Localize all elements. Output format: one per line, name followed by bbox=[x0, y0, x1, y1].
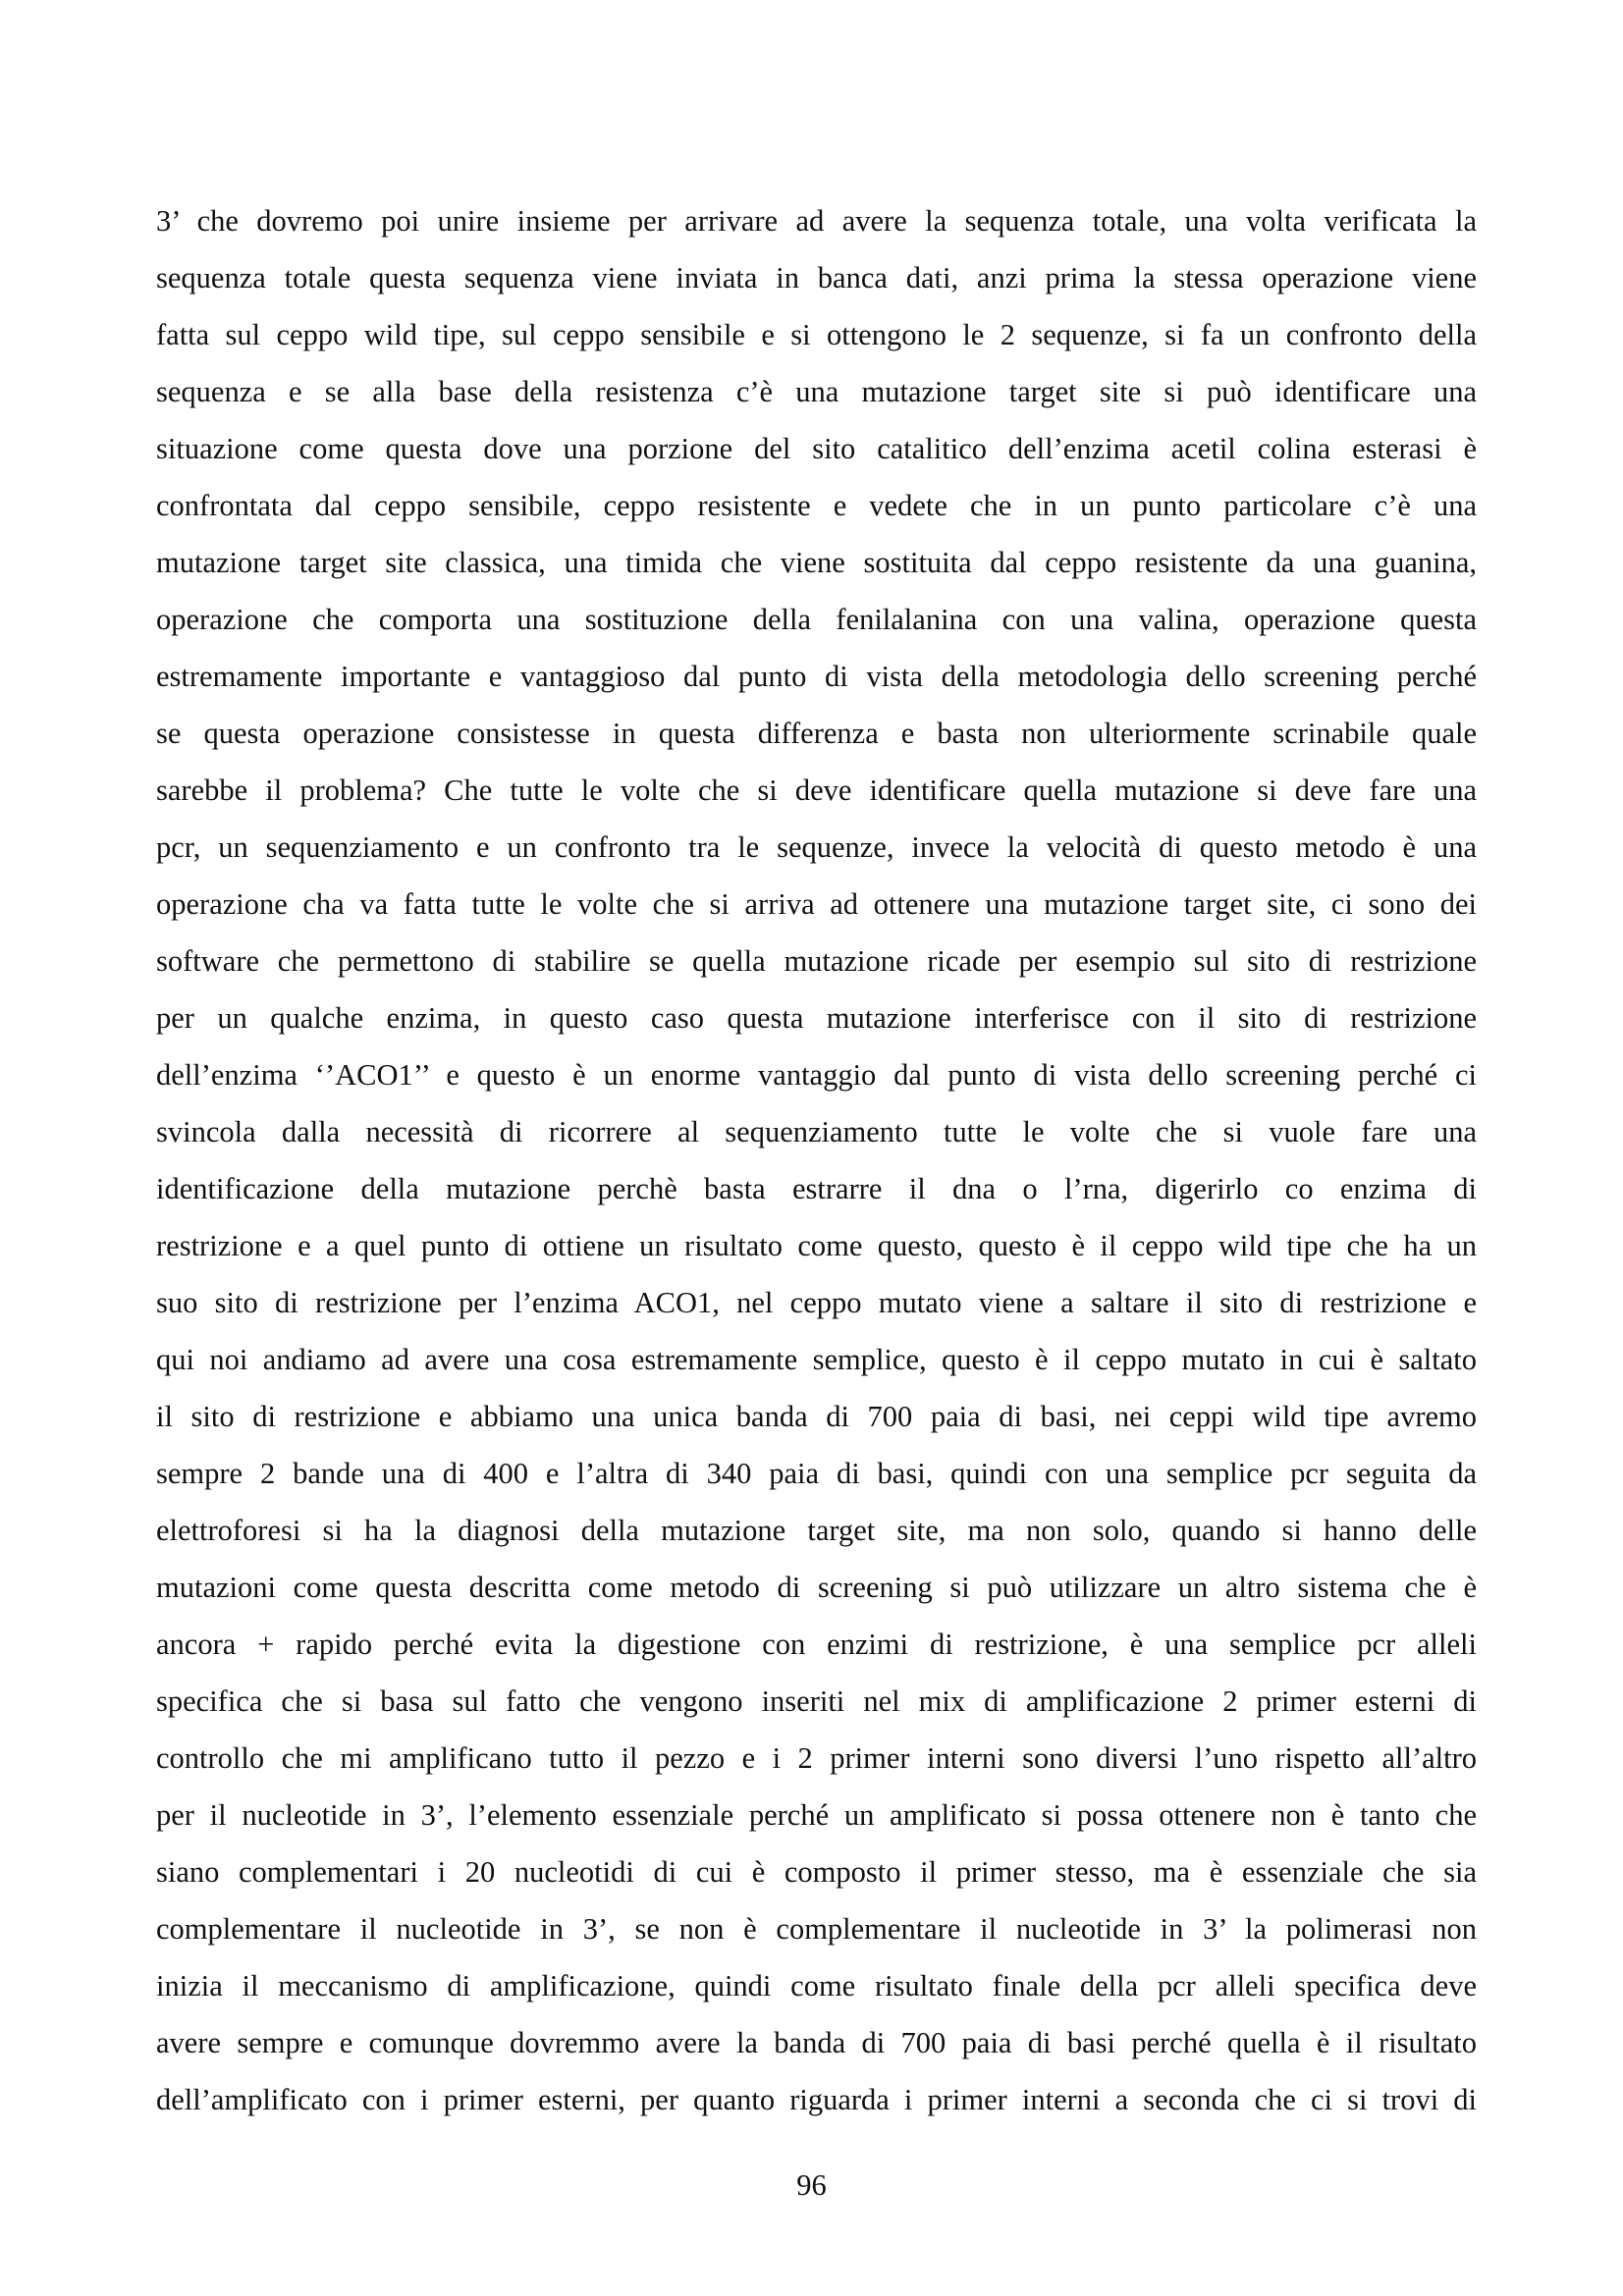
text-line: dell’enzima ‘’ACO1’’ e questo è un enorme vantaggio dal punto di vista dello screening perché ci bbox=[156, 1058, 1477, 1092]
text-line: mutazioni come questa descritta come metodo di screening si può utilizzare un altro sistema che è bbox=[156, 1571, 1477, 1604]
text-line: operazione cha va fatta tutte le volte che si arriva ad ottenere una mutazione target site, ci sono dei bbox=[156, 887, 1477, 921]
text-line: sequenza totale questa sequenza viene inviata in banca dati, anzi prima la stessa operazione viene bbox=[156, 261, 1477, 294]
text-line: fatta sul ceppo wild tipe, sul ceppo sensibile e si ottengono le 2 sequenze, si fa un confronto della bbox=[156, 318, 1477, 351]
text-line: identificazione della mutazione perchè basta estrarre il dna o l’rna, digerirlo co enzima di bbox=[156, 1172, 1477, 1205]
text-line: siano complementari i 20 nucleotidi di cui è composto il primer stesso, ma è essenziale che sia bbox=[156, 1855, 1477, 1889]
text-line: inizia il meccanismo di amplificazione, quindi come risultato finale della pcr alleli specifica deve bbox=[156, 1969, 1477, 2002]
text-line: specifica che si basa sul fatto che vengono inseriti nel mix di amplificazione 2 primer esterni di bbox=[156, 1684, 1477, 1718]
text-line: operazione che comporta una sostituzione della fenilalanina con una valina, operazione questa bbox=[156, 603, 1477, 636]
text-line: 3’ che dovremo poi unire insieme per arrivare ad avere la sequenza totale, una volta verificata la bbox=[156, 204, 1477, 238]
text-line: sarebbe il problema? Che tutte le volte che si deve identificare quella mutazione si deve fare una bbox=[156, 774, 1477, 807]
text-line: software che permettono di stabilire se quella mutazione ricade per esempio sul sito di restrizione bbox=[156, 944, 1477, 978]
text-line: se questa operazione consistesse in questa differenza e basta non ulteriormente scrinabile quale bbox=[156, 717, 1477, 750]
text-line: sempre 2 bande una di 400 e l’altra di 340 paia di basi, quindi con una semplice pcr seguita da bbox=[156, 1457, 1477, 1490]
body-text bbox=[156, 192, 1477, 2128]
text-line: svincola dalla necessità di ricorrere al sequenziamento tutte le volte che si vuole fare una bbox=[156, 1115, 1477, 1148]
text-line: dell’amplificato con i primer esterni, per quanto riguarda i primer interni a seconda che ci si trovi di bbox=[156, 2083, 1477, 2116]
text-line: suo sito di restrizione per l’enzima ACO1, nel ceppo mutato viene a saltare il sito di restrizione e bbox=[156, 1286, 1477, 1319]
text-line: pcr, un sequenziamento e un confronto tra le sequenze, invece la velocità di questo metodo è una bbox=[156, 830, 1477, 864]
text-line: confrontata dal ceppo sensibile, ceppo resistente e vedete che in un punto particolare c’è una bbox=[156, 489, 1477, 522]
text-line: avere sempre e comunque dovremmo avere la banda di 700 paia di basi perché quella è il risultato bbox=[156, 2026, 1477, 2059]
text-line: controllo che mi amplificano tutto il pezzo e i 2 primer interni sono diversi l’uno rispetto all’altro bbox=[156, 1741, 1477, 1775]
text-line: elettroforesi si ha la diagnosi della mutazione target site, ma non solo, quando si hanno delle bbox=[156, 1514, 1477, 1547]
text-line: per il nucleotide in 3’, l’elemento essenziale perché un amplificato si possa ottenere non è tanto che bbox=[156, 1798, 1477, 1832]
text-line: situazione come questa dove una porzione del sito catalitico dell’enzima acetil colina esterasi è bbox=[156, 432, 1477, 465]
text-line: per un qualche enzima, in questo caso questa mutazione interferisce con il sito di restrizione bbox=[156, 1001, 1477, 1035]
text-line: il sito di restrizione e abbiamo una unica banda di 700 paia di basi, nei ceppi wild tipe avremo bbox=[156, 1400, 1477, 1433]
page-number: 96 bbox=[796, 2168, 827, 2202]
text-line: ancora + rapido perché evita la digestione con enzimi di restrizione, è una semplice pcr alleli bbox=[156, 1628, 1477, 1661]
text-line: mutazione target site classica, una timida che viene sostituita dal ceppo resistente da una guanina, bbox=[156, 546, 1477, 579]
text-line: estremamente importante e vantaggioso dal punto di vista della metodologia dello screening perché bbox=[156, 660, 1477, 693]
text-line: qui noi andiamo ad avere una cosa estremamente semplice, questo è il ceppo mutato in cui è saltato bbox=[156, 1343, 1477, 1376]
text-line: complementare il nucleotide in 3’, se non è complementare il nucleotide in 3’ la polimerasi non bbox=[156, 1912, 1477, 1946]
text-line: restrizione e a quel punto di ottiene un risultato come questo, questo è il ceppo wild tipe che ha un bbox=[156, 1229, 1477, 1262]
text-line: sequenza e se alla base della resistenza c’è una mutazione target site si può identificare una bbox=[156, 375, 1477, 408]
